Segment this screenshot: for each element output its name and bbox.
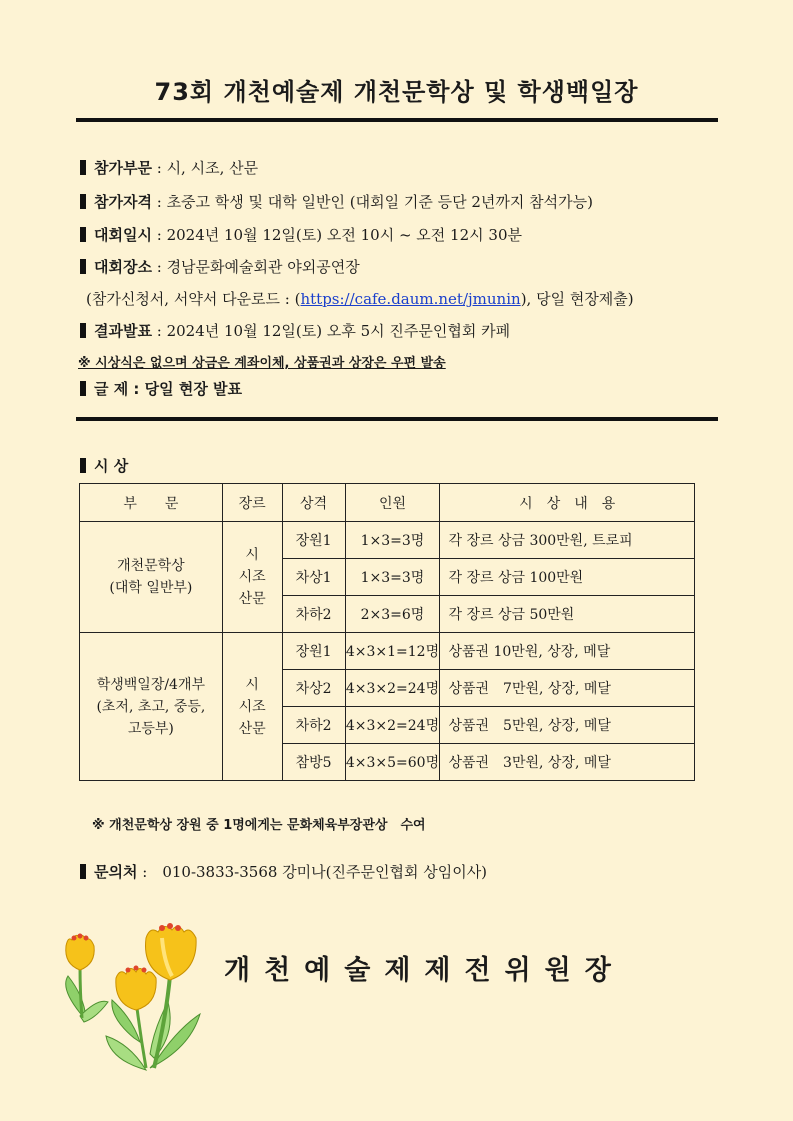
content-cell: 상품권 5만원, 상장, 메달 [440,707,695,744]
info-value: 2024년 10월 12일(토) 오전 10시 ~ 오전 12시 30분 [166,226,522,244]
content-cell: 상품권 3만원, 상장, 메달 [440,744,695,781]
division-cell: 학생백일장/4개부 (초저, 초고, 중등, 고등부) [80,633,223,781]
rank-cell: 차상2 [282,670,345,707]
bullet-marker [80,259,86,274]
rank-cell: 참방5 [282,744,345,781]
content-cell: 각 장르 상금 300만원, 트로피 [440,522,695,559]
count-cell: 4×3×2=24명 [345,670,440,707]
info-label: 참가부문 [94,159,152,177]
column-header: 인원 [345,484,440,522]
info-result: 결과발표 : 2024년 10월 12일(토) 오후 5시 진주문인협회 카페 [80,321,510,341]
count-cell: 1×3=3명 [345,559,440,596]
info-label: 결과발표 [94,322,152,340]
content-cell: 상품권 10만원, 상장, 메달 [440,633,695,670]
info-eligibility: 참가자격 : 초중고 학생 및 대학 일반인 (대회일 기준 등단 2년까지 참석가능) [80,192,593,212]
info-value: 당일 현장 발표 [144,380,243,398]
notice-text: ※ 시상식은 없으며 상금은 계좌이체, 상품권과 상장은 우편 발송 [78,356,446,371]
bullet-marker [80,194,86,209]
rank-cell: 장원1 [282,522,345,559]
bullet-marker [80,864,86,879]
bullet-marker [80,160,86,175]
info-label: 참가자격 [94,193,152,211]
contact-line: 문의처 : 010-3833-3568 강미나(진주문인협회 상임이사) [80,862,487,882]
awards-heading: 시 상 [80,456,128,476]
rank-cell: 차하2 [282,596,345,633]
table-row [80,633,695,670]
bullet-marker [80,381,86,396]
division-cell: 개천문학상 (대학 일반부) [80,522,223,633]
content-cell: 각 장르 상금 100만원 [440,559,695,596]
tulip-large [146,923,197,980]
count-cell: 2×3=6명 [345,596,440,633]
page-title: 73회 개천예술제 개천문학상 및 학생백일장 [154,78,639,106]
genre-cell: 시 시조 산문 [222,522,282,633]
column-header: 장르 [222,484,282,522]
title-divider [76,118,718,122]
rank-cell: 차상1 [282,559,345,596]
column-header: 상격 [282,484,345,522]
info-label: 대회장소 [94,258,152,276]
genre-cell: 시 시조 산문 [222,633,282,781]
info-label: 글 제 [94,380,129,398]
count-cell: 4×3×1=12명 [345,633,440,670]
info-topic: 글 제 : 당일 현장 발표 [80,379,242,399]
info-label: 대회일시 [94,226,152,244]
bullet-marker [80,323,86,338]
count-cell: 4×3×5=60명 [345,744,440,781]
column-header: 부 문 [80,484,223,522]
info-label: 문의처 [94,863,138,881]
footnote-text: ※ 개천문학상 장원 중 1명에게는 문화체육부장관상 수여 [92,818,426,833]
tulip-illustration [50,918,210,1088]
bullet-marker [80,458,86,473]
contact-value: 010-3833-3568 강미나(진주문인협회 상임이사) [162,863,488,881]
tulip-small [66,934,94,971]
bullet-marker [80,227,86,242]
table-row [80,522,695,559]
info-download: (참가신청서, 서약서 다운로드 : (https://cafe.daum.net/jmunin), 당일 현장제출) [86,290,634,308]
info-venue: 대회장소 : 경남문화예술회관 야외공연장 [80,257,360,277]
organizer-signature: 개천예술제제전위원장 [224,955,625,986]
rank-cell: 차하2 [282,707,345,744]
section-divider [76,417,718,421]
count-cell: 4×3×2=24명 [345,707,440,744]
info-date: 대회일시 : 2024년 10월 12일(토) 오전 10시 ~ 오전 12시 30분 [80,225,522,245]
table-header-row [80,484,695,522]
info-value: 시, 시조, 산문 [166,159,259,177]
info-value: 경남문화예술회관 야외공연장 [166,258,360,276]
content-cell: 상품권 7만원, 상장, 메달 [440,670,695,707]
rank-cell: 장원1 [282,633,345,670]
info-division: 참가부문 : 시, 시조, 산문 [80,158,258,178]
info-value: 2024년 10월 12일(토) 오후 5시 진주문인협회 카페 [166,322,511,340]
awards-table [79,483,695,781]
count-cell: 1×3=3명 [345,522,440,559]
column-header: 시 상 내 용 [440,484,695,522]
tulip-middle [116,966,156,1011]
info-value: 초중고 학생 및 대학 일반인 (대회일 기준 등단 2년까지 참석가능) [166,193,593,211]
cafe-link[interactable]: https://cafe.daum.net/jmunin [300,290,521,308]
content-cell: 각 장르 상금 50만원 [440,596,695,633]
